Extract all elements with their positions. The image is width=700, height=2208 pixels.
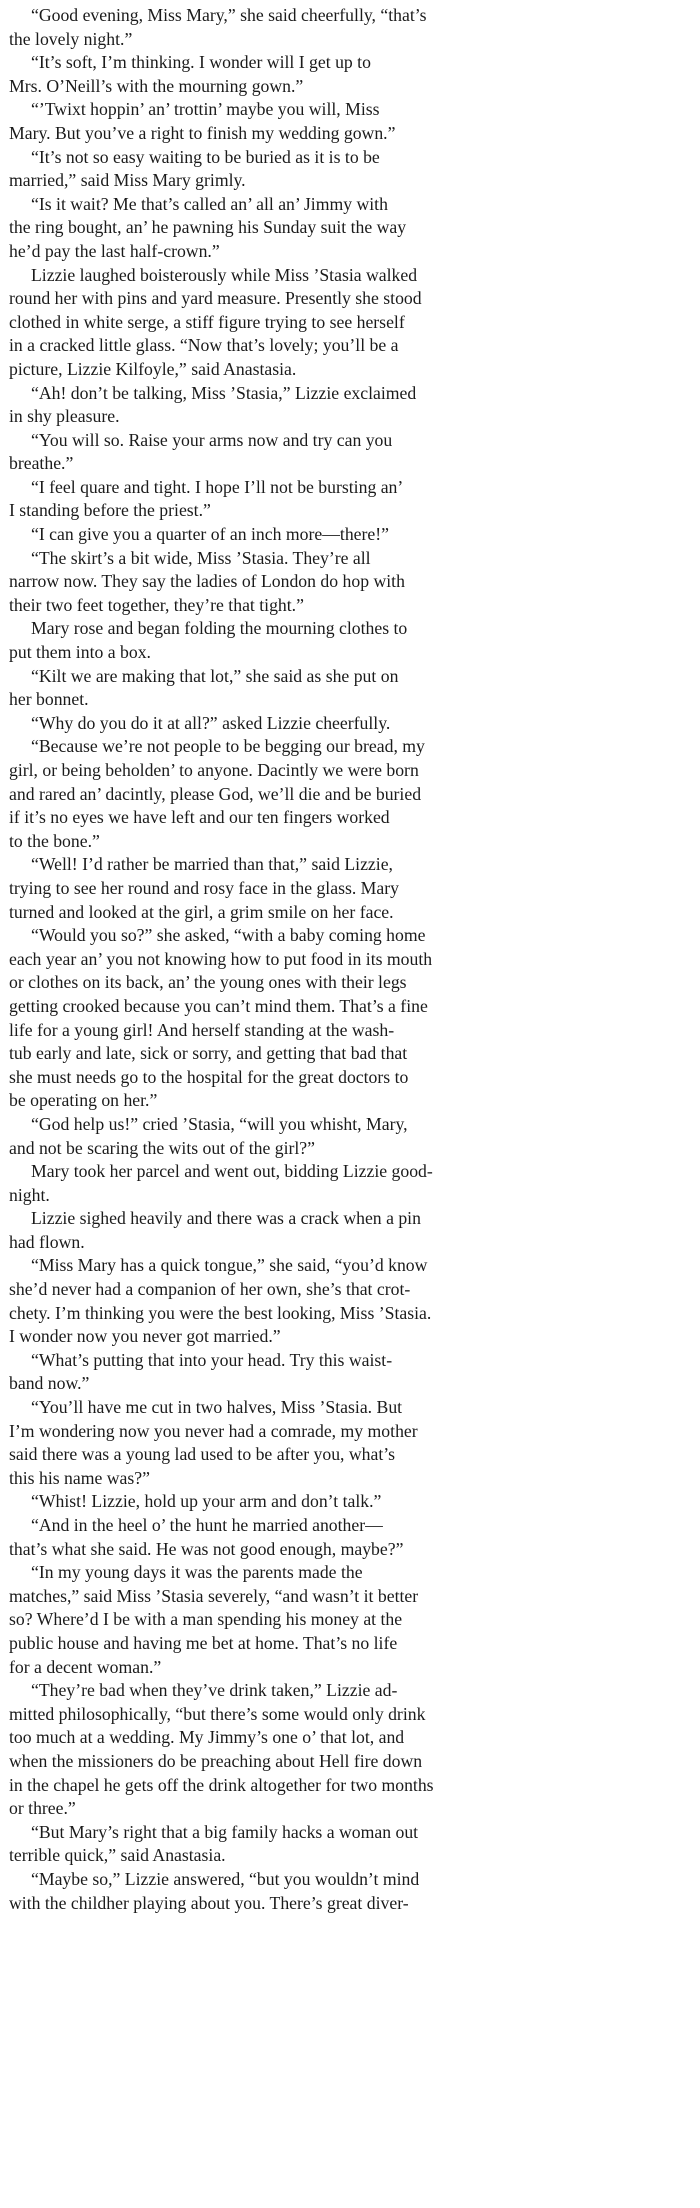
text-line: and not be scaring the wits out of the girl?” [9,1137,316,1158]
paragraph [9,476,690,523]
text-line: picture, Lizzie Kilfoyle,” said Anastasia. [9,358,297,379]
text-line: night. [9,1184,50,1205]
text-line: and rared an’ dacintly, please God, we’ll die and be buried [9,783,422,804]
paragraph [9,4,690,51]
paragraph [9,429,690,476]
text-line: band now.” [9,1373,90,1394]
paragraph [9,1396,690,1490]
text-line: to the bone.” [9,830,100,851]
text-line: this his name was?” [9,1467,150,1488]
text-line: “You will so. Raise your arms now and try can you [31,429,393,450]
text-line: Lizzie sighed heavily and there was a crack when a pin [31,1208,421,1229]
paragraph [9,51,690,98]
text-line: Mary rose and began folding the mourning clothes to [31,618,408,639]
text-line: narrow now. They say the ladies of London do hop with [9,571,405,592]
text-line: “And in the heel o’ the hunt he married another— [31,1515,383,1535]
paragraph [9,382,690,429]
paragraph [9,1868,690,1915]
paragraph [9,853,690,924]
text-line: put them into a box. [9,642,151,663]
paragraph [9,617,690,664]
text-line: tub early and late, sick or sorry, and getting that bad that [9,1043,408,1064]
paragraph [9,1561,690,1679]
text-line: “But Mary’s right that a big family hacks a woman out [31,1821,419,1842]
paragraph [9,1349,690,1396]
text-line: girl, or being beholden’ to anyone. Dacintly we were born [9,760,419,780]
paragraph [9,1113,690,1160]
paragraph [9,735,690,853]
text-line: “What’s putting that into your head. Try this waist- [31,1349,393,1370]
text-line: had flown. [9,1231,85,1252]
text-line: in shy pleasure. [9,406,120,427]
text-line: Mrs. O’Neill’s with the mourning gown.” [9,75,304,96]
text-line: “The skirt’s a bit wide, Miss ’Stasia. They’re all [31,547,371,568]
paragraph [9,712,690,736]
paragraph [9,146,690,193]
text-line: Lizzie laughed boisterously while Miss ’Stasia walked [31,264,418,285]
text-line: “Because we’re not people to be begging our bread, my [31,736,425,757]
text-line: “Is it wait? Me that’s called an’ all an’ Jimmy with [31,193,388,214]
text-line: “In my young days it was the parents made the [31,1562,363,1583]
text-line: Mary took her parcel and went out, bidding Lizzie good- [31,1161,433,1182]
text-line: I wonder now you never got married.” [9,1326,281,1347]
paragraph [9,1514,690,1561]
text-line: she must needs go to the hospital for the great doctors to [9,1066,409,1087]
text-line: in a cracked little glass. “Now that’s lovely; you’ll be a [9,335,399,356]
text-line: or three.” [9,1798,76,1819]
text-line: when the missioners do be preaching about Hell fire down [9,1750,423,1771]
text-line: if it’s no eyes we have left and our ten fingers worked [9,807,390,828]
paragraph [9,1821,690,1868]
text-line: “Would you so?” she asked, “with a baby coming home [31,925,426,946]
text-line: in the chapel he gets off the drink altogether for two months [9,1774,434,1795]
text-line: “Why do you do it at all?” asked Lizzie cheerfully. [31,712,391,733]
text-line: “’Twixt hoppin’ an’ trottin’ maybe you will, Miss [31,99,380,120]
paragraph [9,1207,690,1254]
text-line: “They’re bad when they’ve drink taken,” Lizzie ad- [31,1680,398,1701]
text-line: chety. I’m thinking you were the best looking, Miss ’Stasia. [9,1302,432,1323]
text-line: getting crooked because you can’t mind them. That’s a fine [9,995,428,1016]
text-line: “God help us!” cried ’Stasia, “will you whisht, Mary, [31,1113,408,1134]
text-line: “Maybe so,” Lizzie answered, “but you wouldn’t mind [31,1868,420,1889]
text-line: with the childher playing about you. There’s great diver- [9,1892,409,1913]
text-line: turned and looked at the girl, a grim smile on her face. [9,901,394,922]
text-line: their two feet together, they’re that tight.” [9,594,304,615]
text-line: matches,” said Miss ’Stasia severely, “and wasn’t it better [9,1585,419,1606]
text-line: mitted philosophically, “but there’s some would only drink [9,1703,426,1724]
text-line: public house and having me bet at home. That’s no life [9,1632,398,1653]
text-line: married,” said Miss Mary grimly. [9,170,246,191]
paragraph [9,523,690,547]
text-line: I standing before the priest.” [9,500,211,521]
text-line: “I feel quare and tight. I hope I’ll not be bursting an’ [31,476,404,497]
text-line: she’d never had a companion of her own, she’s that crot- [9,1279,411,1300]
paragraph [9,98,690,145]
paragraph [9,1254,690,1348]
paragraph [9,665,690,712]
text-line: that’s what she said. He was not good enough, maybe?” [9,1538,404,1559]
paragraph [9,1160,690,1207]
text-line: or clothes on its back, an’ the young ones with their legs [9,972,407,993]
text-line: round her with pins and yard measure. Presently she stood [9,288,422,309]
text-line: “Whist! Lizzie, hold up your arm and don’t talk.” [31,1491,382,1512]
text-line: too much at a wedding. My Jimmy’s one o’ that lot, and [9,1727,405,1748]
text-line: be operating on her.” [9,1090,158,1111]
text-line: “Well! I’d rather be married than that,” said Lizzie, [31,854,393,875]
text-line: life for a young girl! And herself standing at the wash- [9,1019,395,1040]
text-line: I’m wondering now you never had a comrade, my mother [9,1420,418,1441]
paragraph [9,924,690,1113]
paragraph [9,1679,690,1821]
text-line: clothed in white serge, a stiff figure trying to see herself [9,311,405,332]
text-line: so? Where’d I be with a man spending his money at the [9,1609,403,1630]
paragraph [9,264,690,382]
text-line: her bonnet. [9,689,89,710]
text-line: each year an’ you not knowing how to put food in its mouth [9,948,433,969]
text-line: said there was a young lad used to be after you, what’s [9,1444,396,1465]
text-line: “Kilt we are making that lot,” she said as she put on [31,665,399,686]
text-line: “It’s not so easy waiting to be buried as it is to be [31,146,380,167]
text-line: “Miss Mary has a quick tongue,” she said, “you’d know [31,1255,428,1276]
paragraph [9,193,690,264]
text-line: “It’s soft, I’m thinking. I wonder will I get up to [31,52,371,73]
text-line: terrible quick,” said Anastasia. [9,1845,226,1866]
text-line: Mary. But you’ve a right to finish my wedding gown.” [9,122,396,143]
paragraph [9,1490,690,1514]
text-line: for a decent woman.” [9,1656,162,1677]
text-line: “I can give you a quarter of an inch more—there!” [31,524,389,545]
text-line: trying to see her round and rosy face in the glass. Mary [9,877,399,898]
paragraph [9,547,690,618]
text-line: “You’ll have me cut in two halves, Miss ’Stasia. But [31,1397,403,1418]
text-line: “Good evening, Miss Mary,” she said cheerfully, “that’s [31,5,427,25]
text-line: “Ah! don’t be talking, Miss ’Stasia,” Lizzie exclaimed [31,382,417,403]
text-line: the ring bought, an’ he pawning his Sunday suit the way [9,217,407,238]
text-line: he’d pay the last half-crown.” [9,240,220,261]
text-line: the lovely night.” [9,28,133,49]
text-line: breathe.” [9,453,74,474]
